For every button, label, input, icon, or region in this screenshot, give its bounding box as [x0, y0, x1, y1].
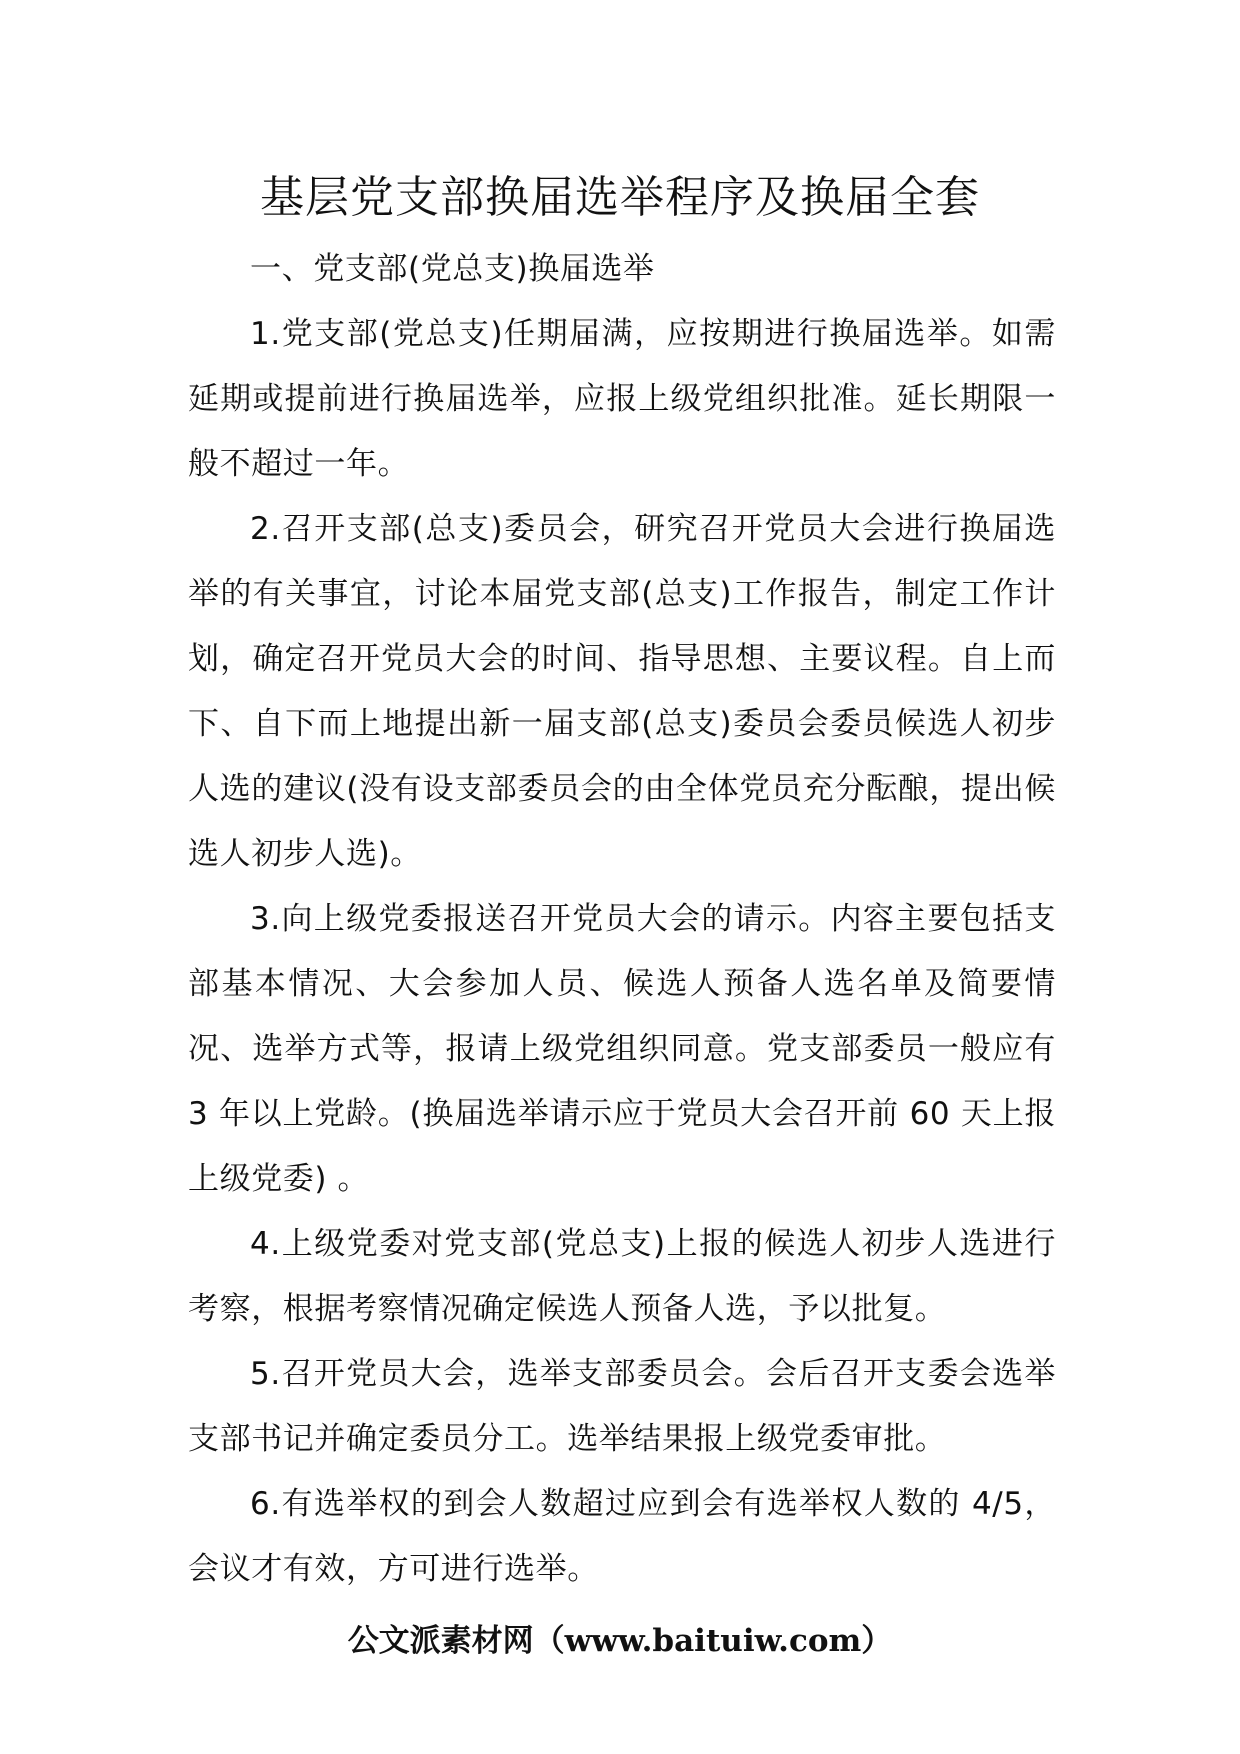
paragraph-2: 2.召开支部(总支)委员会，研究召开党员大会进行换届选举的有关事宜，讨论本届党支部(总支)工作报告，制定工作计划，确定召开党员大会的时间、指导思想、主要议程。自上而下、自下而上地提出新一届支部(总支)委员会委员候选人初步人选的建议(没有设支部委员会的由全体党员充分酝酿，提出候选人初步人选)。 — [188, 511, 1056, 872]
footer-source: 公文派素材网（www.baituiw.com） — [347, 1623, 893, 1659]
paragraph-4: 4.上级党委对党支部(党总支)上报的候选人初步人选进行考察，根据考察情况确定候选人预备人选，予以批复。 — [188, 1226, 1056, 1327]
section-heading: 一、党支部(党总支)换届选举 — [250, 251, 655, 287]
paragraph-3: 3.向上级党委报送召开党员大会的请示。内容主要包括支部基本情况、大会参加人员、候选人预备人选名单及简要情况、选举方式等，报请上级党组织同意。党支部委员一般应有 3 年以上党龄。(换届选举请示应于党员大会召开前 60 天上报上级党委) 。 — [188, 901, 1056, 1197]
paragraph-1: 1.党支部(党总支)任期届满，应按期进行换届选举。如需延期或提前进行换届选举，应报上级党组织批准。延长期限一般不超过一年。 — [188, 316, 1056, 482]
document-body — [188, 237, 1056, 1602]
paragraph-5: 5.召开党员大会，选举支部委员会。会后召开支委会选举支部书记并确定委员分工。选举结果报上级党委审批。 — [188, 1356, 1056, 1457]
paragraph-6: 6.有选举权的到会人数超过应到会有选举权人数的 4/5，会议才有效，方可进行选举。 — [188, 1486, 1056, 1587]
document-title: 基层党支部换届选举程序及换届全套 — [260, 172, 980, 223]
